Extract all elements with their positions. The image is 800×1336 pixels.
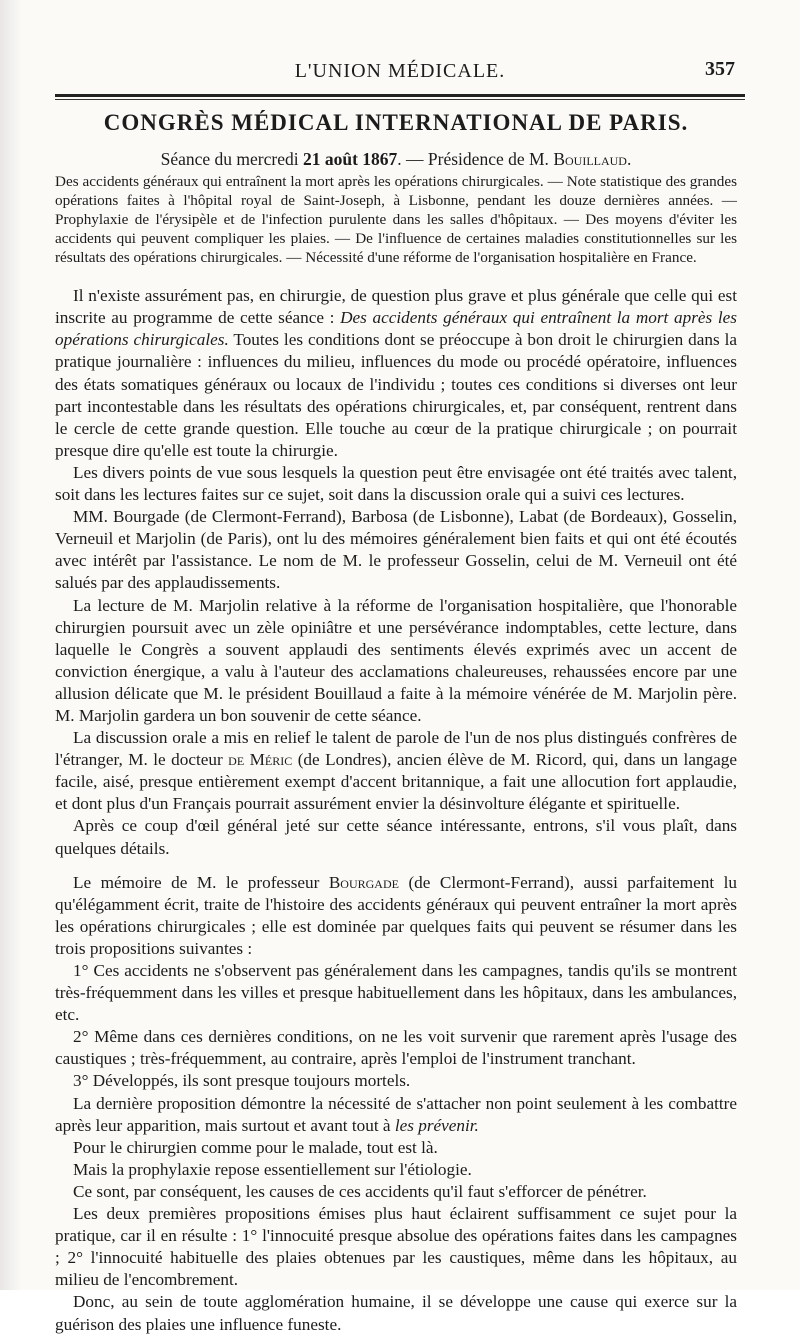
session-mid: . — Présidence de M. (397, 149, 554, 170)
binding-shadow (0, 0, 22, 1290)
paragraph-10: Mais la prophylaxie repose essentiellement sur l'étiologie. (73, 1159, 472, 1179)
p5-name: de Méric (228, 750, 293, 770)
paragraph-6: Après ce coup d'œil général jeté sur cette séance intéressante, entrons, s'il vous plaît, dans quelques détails. (55, 816, 737, 858)
paragraph-11: Ce sont, par conséquent, les causes de ces accidents qu'il faut s'efforcer de pénétrer. (73, 1181, 647, 1201)
proposition-2: 2° Même dans ces dernières conditions, on ne les voit survenir que rarement après l'usage des caustiques ; très-fréquemment, au contraire, après l'emploi de l'instrument tranchant. (55, 1027, 737, 1069)
article-summary (55, 172, 737, 267)
paragraph-13: Donc, au sein de toute agglomération humaine, il se développe une cause qui exerce sur la guérison des plaies une influence funeste. (55, 1292, 737, 1334)
p8-text-a: La dernière proposition démontre la nécessité de s'attacher non point seulement à les combattre après leur apparition, mais surtout et avant tout à (55, 1093, 737, 1135)
p7-text-a: Le mémoire de M. le professeur (73, 872, 329, 892)
p1-text-b: Toutes les conditions dont se préoccupe à bon droit le chirurgien dans la pratique journalière : influences du milieu, influences du mode ou procédé opératoire, influences des états somatiques généraux ou locaux de l'individu ; toutes ces conditions si diverses ont leur part incontestable dans les résultats des opérations chirurgicales, et, par conséquent, rentrent dans le cercle de cette grande question. Elle touche au cœur de la pratique chirurgicale ; on pourrait presque dire qu'elle est toute la chirurgie. (55, 330, 737, 460)
paragraph-9: Pour le chirurgien comme pour le malade, tout est là. (73, 1137, 438, 1157)
paragraph-2: Les divers points de vue sous lesquels la question peut être envisagée ont été traités avec talent, soit dans les lectures faites sur ce sujet, soit dans la discussion orale qui a suivi ces lectures. (55, 462, 737, 505)
p7-name: Bourgade (328, 872, 399, 892)
paragraph-1 (55, 285, 737, 462)
p1-text-a: Il n'existe assurément pas, en chirurgie, de question plus grave et plus générale que celle qui est inscrite au programme de cette séance : (55, 286, 737, 328)
session-prefix: Séance du mercredi (160, 149, 303, 170)
header-rule (55, 94, 745, 97)
session-line (55, 148, 737, 170)
section-gap (55, 860, 737, 872)
running-title: L'UNION MÉDICALE. (294, 60, 506, 82)
proposition-1: 1° Ces accidents ne s'observent pas généralement dans les campagnes, tandis qu'ils se montrent très-fréquemment dans les villes et presque habituellement dans les hôpitaux, dans les ambulances, etc. (55, 961, 737, 1025)
p1-emphasis: Des accidents généraux qui entraînent la mort après les opérations chirurgicales. (55, 308, 737, 350)
header-rule-thin (55, 99, 745, 100)
p8-emphasis: les prévenir. (394, 1115, 479, 1135)
paragraph-7 (55, 872, 737, 960)
running-header (55, 58, 745, 88)
paragraph-5 (55, 727, 737, 815)
article-title: CONGRÈS MÉDICAL INTERNATIONAL DE PARIS. (103, 110, 689, 135)
session-president: Bouillaud (553, 149, 627, 170)
proposition-3: 3° Développés, ils sont presque toujours mortels. (73, 1071, 411, 1091)
paragraph-8 (55, 1093, 737, 1137)
session-end: . (626, 149, 632, 170)
article-body (55, 108, 737, 1336)
page-number: 357 (705, 58, 735, 80)
session-date: 21 août 1867 (302, 149, 398, 170)
paragraph-3: MM. Bourgade (de Clermont-Ferrand), Barbosa (de Lisbonne), Labat (de Bordeaux), Gosselin, Verneuil et Marjolin (de Paris), ont lu des mémoires généralement bien faits et qui ont été écoutés avec intérêt par l'assistance. Le nom de M. le professeur Gosselin, celui de M. Verneuil ont été salués par des applaudissements. (55, 507, 737, 593)
summary-text: Des accidents généraux qui entraînent la mort après les opérations chirurgicales. — Note statistique des grandes opérations faites à l'hôpital royal de Saint-Joseph, à Lisbonne, pendant les douze dernières années. — Prophylaxie de l'érysipèle et de l'infection purulente dans les salles d'hôpitaux. — Des moyens d'éviter les accidents qui peuvent compliquer les plaies. — De l'influence de certaines maladies constitutionnelles sur les résultats des opérations chirurgicales. — Nécessité d'une réforme de l'organisation hospitalière en France. (55, 173, 737, 267)
paragraph-12: Les deux premières propositions émises plus haut éclairent suffisamment ce sujet pour la pratique, car il en résulte : 1° l'innocuité presque absolue des opérations faites dans les campagnes ; 2° l'innocuité habituelle des plaies obtenues par les caustiques, même dans les hôpitaux, au milieu de l'encombrement. (55, 1204, 737, 1290)
paragraph-4: La lecture de M. Marjolin relative à la réforme de l'organisation hospitalière, que l'honorable chirurgien poursuit avec un zèle opiniâtre et une persévérance indomptables, cette lecture, dans laquelle le Congrès a souvent applaudi des sentiments élevés exprimés avec un accent de conviction énergique, a valu à l'auteur des acclamations chaleureuses, rehaussées encore par une allusion délicate que M. le président Bouillaud a faite à la mémoire vénérée de M. Marjolin père. M. Marjolin gardera un bon souvenir de cette séance. (55, 595, 737, 725)
p5-text-b: (de Londres), ancien élève de M. Ricord, qui, dans un langage facile, aisé, presque entièrement exempt d'accent britannique, a fait une allocution fort applaudie, et dont plus d'un Français pourrait assurément envier la désinvolture élégante et spirituelle. (55, 750, 737, 814)
p5-text-a: La discussion orale a mis en relief le talent de parole de l'un de nos plus distingués confrères de l'étranger, M. le docteur (55, 728, 737, 770)
p7-text-b: (de Clermont-Ferrand), aussi parfaitement lu qu'élégamment écrit, traite de l'histoire des accidents généraux qui peuvent entraîner la mort après les opérations chirurgicales ; elle est dominée par quelques faits qui peuvent se résumer dans les trois propositions suivantes : (55, 872, 737, 958)
